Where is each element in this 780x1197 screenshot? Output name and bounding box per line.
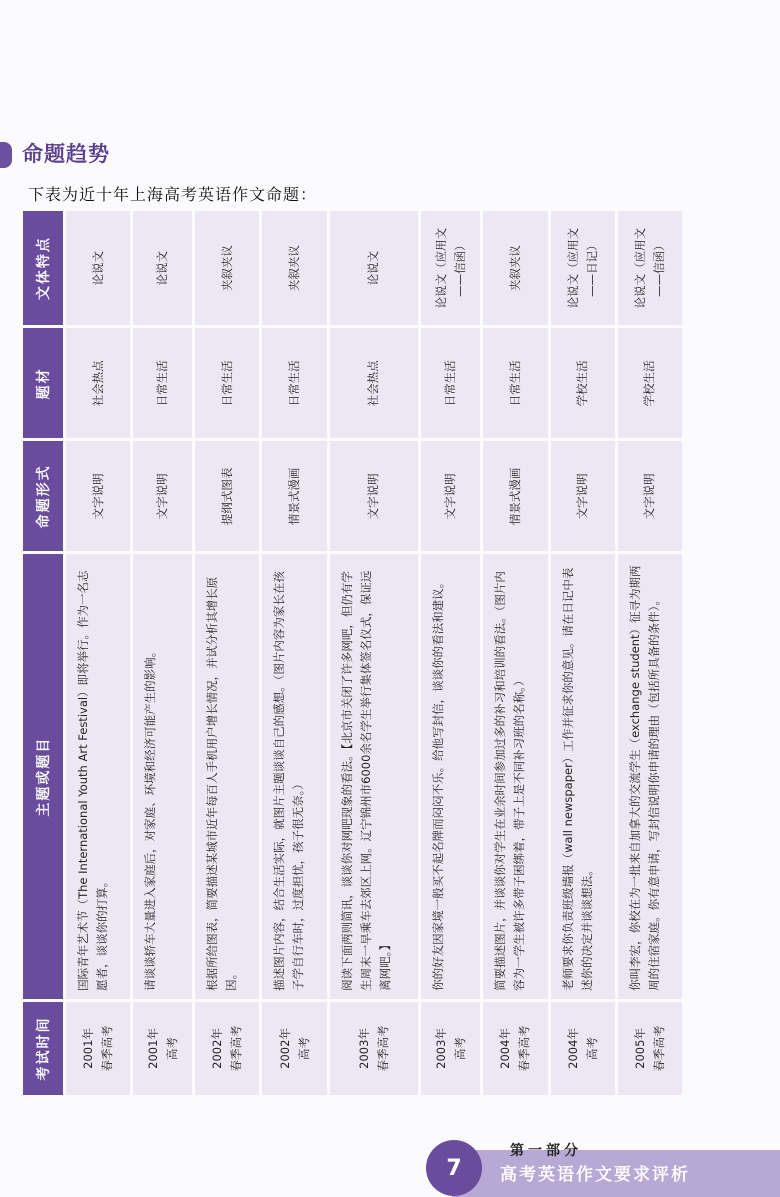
cell-style: 夹叙夹议 (195, 211, 259, 325)
cell-topic: 请谈谈轿车大量进入家庭后，对家庭、环境和经济可能产生的影响。 (133, 554, 192, 998)
cell-subject: 社会热点 (66, 328, 130, 438)
intro-text: 下表为近十年上海高考英语作文命题： (28, 185, 318, 204)
exam-topics-table (20, 208, 685, 1098)
cell-subject: 学校生活 (551, 328, 615, 438)
cell-subject: 日常生活 (421, 328, 480, 438)
part-title: 高考英语作文要求评析 (500, 1165, 690, 1185)
cell-subject: 日常生活 (262, 328, 326, 438)
cell-form: 提纲式图表 (195, 441, 259, 551)
cell-topic: 根据所给图表，简要描述某城市近年每百人手机用户增长情况，并试分析其增长原因。 (195, 554, 259, 998)
cell-topic: 描述图片内容，结合生活实际，就图片主题谈谈自己的感想。（图片内容为家长在孩子学自行车时，过度担忧，孩子很无奈。） (262, 554, 326, 998)
cell-style: 论说文 (330, 211, 419, 325)
cell-topic: 阅读下面两则简讯，谈谈你对网吧现象的看法。【北京市关闭了许多网吧，但仍有学生周末一早乘车去郊区上网。辽宁锦州市6000余名学生举行集体签名仪式，保证远离网吧。】 (330, 554, 419, 998)
cell-year: 2001年 高考 (133, 1002, 192, 1095)
cell-form: 文字说明 (66, 441, 130, 551)
cell-subject: 社会热点 (330, 328, 419, 438)
exam-topics-table-area (20, 208, 685, 1098)
cell-year: 2002年 高考 (262, 1002, 326, 1095)
cell-year: 2005年 春季高考 (618, 1002, 682, 1095)
table-row (421, 211, 480, 1095)
cell-style: 论说文（应用文——日记） (551, 211, 615, 325)
cell-form: 文字说明 (421, 441, 480, 551)
cell-form: 文字说明 (133, 441, 192, 551)
cell-year: 2003年 高考 (421, 1002, 480, 1095)
cell-subject: 日常生活 (483, 328, 547, 438)
table-row (66, 211, 130, 1095)
cell-style: 夹叙夹议 (483, 211, 547, 325)
cell-year: 2003年 春季高考 (330, 1002, 419, 1095)
header-topic: 主题或题目 (23, 554, 63, 998)
header-exam-time: 考试时间 (23, 1002, 63, 1095)
cell-year: 2004年 高考 (551, 1002, 615, 1095)
cell-subject: 日常生活 (133, 328, 192, 438)
header-form: 命题形式 (23, 441, 63, 551)
cell-form: 情景式漫画 (483, 441, 547, 551)
cell-topic: 老师要求你负责班级墙报（wall newspaper）工作并征求你的意见。请在日记中表述你的决定并谈谈想法。 (551, 554, 615, 998)
table-row (330, 211, 419, 1095)
cell-topic: 你叫李宏，你校在为一批来自加拿大的交流学生（exchange student）征寻为期两周的住宿家庭。你有意申请，写封信说明你申请的理由（包括所具备的条件）。 (618, 554, 682, 998)
table-header-row (23, 211, 63, 1095)
table-row (618, 211, 682, 1095)
header-subject: 题材 (23, 328, 63, 438)
cell-subject: 学校生活 (618, 328, 682, 438)
cell-style: 论说文 (133, 211, 192, 325)
cell-year: 2001年 春季高考 (66, 1002, 130, 1095)
header-style: 文体特点 (23, 211, 63, 325)
table-row (551, 211, 615, 1095)
cell-form: 文字说明 (330, 441, 419, 551)
cell-topic: 国际青年艺术节（The International Youth Art Festival）即将举行。作为一名志愿者，谈谈你的打算。 (66, 554, 130, 998)
cell-form: 文字说明 (618, 441, 682, 551)
table-row (133, 211, 192, 1095)
cell-style: 论说文（应用文——信函） (618, 211, 682, 325)
cell-style: 夹叙夹议 (262, 211, 326, 325)
part-label: 第一部分 (510, 1143, 582, 1159)
table-row (483, 211, 547, 1095)
cell-form: 情景式漫画 (262, 441, 326, 551)
cell-form: 文字说明 (551, 441, 615, 551)
section-title: 命题趋势 (22, 142, 110, 166)
cell-year: 2002年 春季高考 (195, 1002, 259, 1095)
table-row (262, 211, 326, 1095)
cell-year: 2004年 春季高考 (483, 1002, 547, 1095)
cell-topic: 你的好友因家境一般买不起名牌而闷闷不乐。给他写封信，谈谈你的看法和建议。 (421, 554, 480, 998)
section-marker (0, 142, 12, 168)
page-number: 7 (426, 1140, 482, 1196)
cell-style: 论说文 (66, 211, 130, 325)
table-row (195, 211, 259, 1095)
cell-topic: 简要描述图片，并谈谈你对学生在业余时间参加过多的补习和培训的看法。（图片内容为一学生被许多带子困绑着，带子上是不同补习班的名称。） (483, 554, 547, 998)
cell-subject: 日常生活 (195, 328, 259, 438)
cell-style: 论说文（应用文——信函） (421, 211, 480, 325)
